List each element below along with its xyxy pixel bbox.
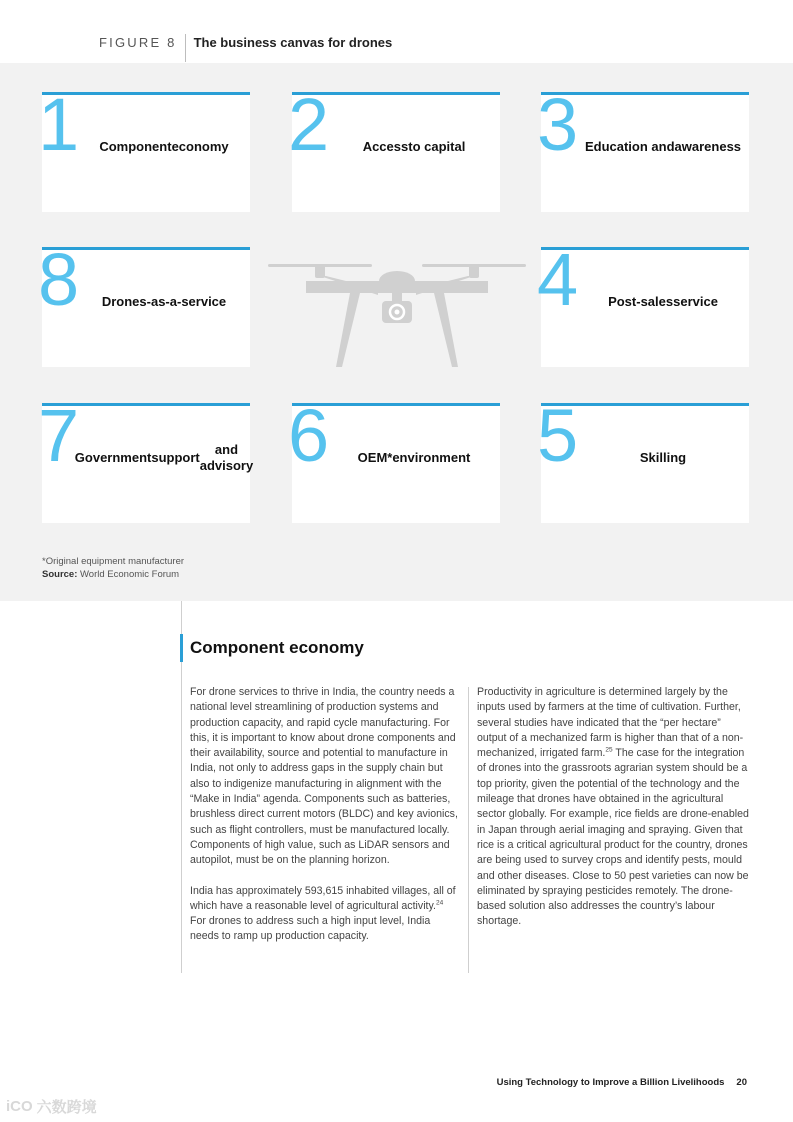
figure-notes xyxy=(42,555,184,581)
card-title-line: environment xyxy=(392,449,471,465)
paragraph xyxy=(477,685,749,930)
card-title xyxy=(577,406,749,523)
section-accent-bar xyxy=(180,634,183,662)
watermark-logo-icon: iCO xyxy=(6,1098,33,1115)
paragraph-text: Productivity in agriculture is determined largely by the inputs used by farmers at the time of cultivation. Further, several studies have indicated that the “per hectare” output of a mechanized farm is higher than that of a non-mechanized, irrigated farm. xyxy=(477,686,744,760)
business-canvas xyxy=(0,63,793,601)
card-title-line: service xyxy=(673,293,718,309)
paragraph-text: India has approximately 593,615 inhabited villages, all of which have a reasonable level of agricultural activity. xyxy=(190,884,456,912)
canvas-card-5 xyxy=(537,394,749,523)
card-number: 1 xyxy=(38,83,80,166)
drone-motor-left xyxy=(315,264,325,278)
canvas-card-8 xyxy=(38,238,250,367)
canvas-card-3 xyxy=(537,83,749,212)
figure-title: The business canvas for drones xyxy=(193,35,393,50)
watermark-text: 六数跨境 xyxy=(36,1099,97,1116)
card-title-line: economy xyxy=(171,138,229,154)
drone-motor-right xyxy=(469,264,479,278)
card-title-line: as-a-service xyxy=(150,293,227,309)
card-title-line: support xyxy=(151,449,200,465)
page-footer xyxy=(497,1077,747,1088)
card-title xyxy=(78,95,250,212)
paragraph-text: For drones to address such a high input level, India needs to ramp up production capacity. xyxy=(190,915,431,943)
card-number: 8 xyxy=(38,238,80,321)
card-number: 2 xyxy=(288,83,330,166)
paragraph: For drone services to thrive in India, the country needs a national level streamlining of production systems and production capacity, and rapid cycle manufacturing. For this, it is important to know about drone components and their availability, source and potential to manufacture in India, not only to address gaps in the supply chain but also to indigenize manufacturing in alignment with the “Make in India” agenda. Components such as batteries, brushless direct current motors (BLDC) and key avionics, such as flight controllers, must be manufactured locally. Components of high value, such as LiDAR sensors and autopilot, must be on the planning horizon. xyxy=(190,686,458,867)
card-number: 3 xyxy=(537,83,579,166)
figure-label: FIGURE 8 xyxy=(99,35,177,50)
card-number: 7 xyxy=(38,394,80,477)
card-title xyxy=(328,406,500,523)
canvas-card-7 xyxy=(38,394,254,523)
card-title-line: OEM* xyxy=(357,449,393,465)
card-title-line: Drones- xyxy=(101,293,151,309)
card-title xyxy=(78,250,250,367)
column-divider xyxy=(468,687,469,973)
footnote-ref: 24 xyxy=(435,899,444,907)
canvas-card-1 xyxy=(38,83,250,212)
card-number: 4 xyxy=(537,238,579,321)
body-column-left xyxy=(190,685,460,960)
source-line xyxy=(42,568,184,581)
drone-body xyxy=(306,281,488,293)
canvas-card-6 xyxy=(288,394,500,523)
card-title xyxy=(577,250,749,367)
card-title-line: Access xyxy=(362,138,409,154)
figure-header xyxy=(99,34,392,64)
paragraph xyxy=(190,884,460,945)
figure-divider xyxy=(185,34,186,62)
card-number: 6 xyxy=(288,394,330,477)
card-title-line: Post-sales xyxy=(608,293,674,309)
card-title-line: Component xyxy=(99,138,172,154)
card-title-line: awareness xyxy=(674,138,742,154)
canvas-card-2 xyxy=(288,83,500,212)
drone-camera-center xyxy=(395,310,400,315)
card-title xyxy=(74,406,254,523)
watermark xyxy=(6,1096,97,1117)
card-title-line: to capital xyxy=(408,138,466,154)
drone-leg-right xyxy=(434,293,458,367)
card-title-line: Government xyxy=(74,449,152,465)
section-title: Component economy xyxy=(190,638,364,657)
drone-leg-left xyxy=(336,293,360,367)
body-column-right xyxy=(477,685,749,945)
drone-gimbal xyxy=(392,293,402,301)
card-title-line: Education and xyxy=(584,138,675,154)
card-title xyxy=(328,95,500,212)
card-title-line: and advisory xyxy=(199,441,254,473)
card-title xyxy=(577,95,749,212)
source-label: Source: xyxy=(42,569,78,580)
drone-icon xyxy=(266,259,528,369)
page-number: 20 xyxy=(736,1077,747,1088)
canvas-card-4 xyxy=(537,238,749,367)
card-number: 5 xyxy=(537,394,579,477)
paragraph-text: The case for the integration of drones into the grassroots agrarian system should be a top priority, given the potential of the technology and the mileage that drones have obtained in the agricultural sector globally. For example, rice fields are drone-enabled in Japan through aerial imaging and spraying. Given that rice is a critical agricultural product for the country, drones are being used to survey crops and identify pests, mould and other diseases. Close to 50 pest varieties can now be eliminated by spraying pesticides remotely. The drone-based solution also addresses the country’s labour shortage. xyxy=(477,747,749,928)
source-value: World Economic Forum xyxy=(77,569,180,580)
footnote-ref: 25 xyxy=(605,746,613,754)
footer-title: Using Technology to Improve a Billion Livelihoods xyxy=(496,1077,725,1088)
footnote: *Original equipment manufacturer xyxy=(42,556,185,567)
card-title-line: Skilling xyxy=(639,449,687,465)
